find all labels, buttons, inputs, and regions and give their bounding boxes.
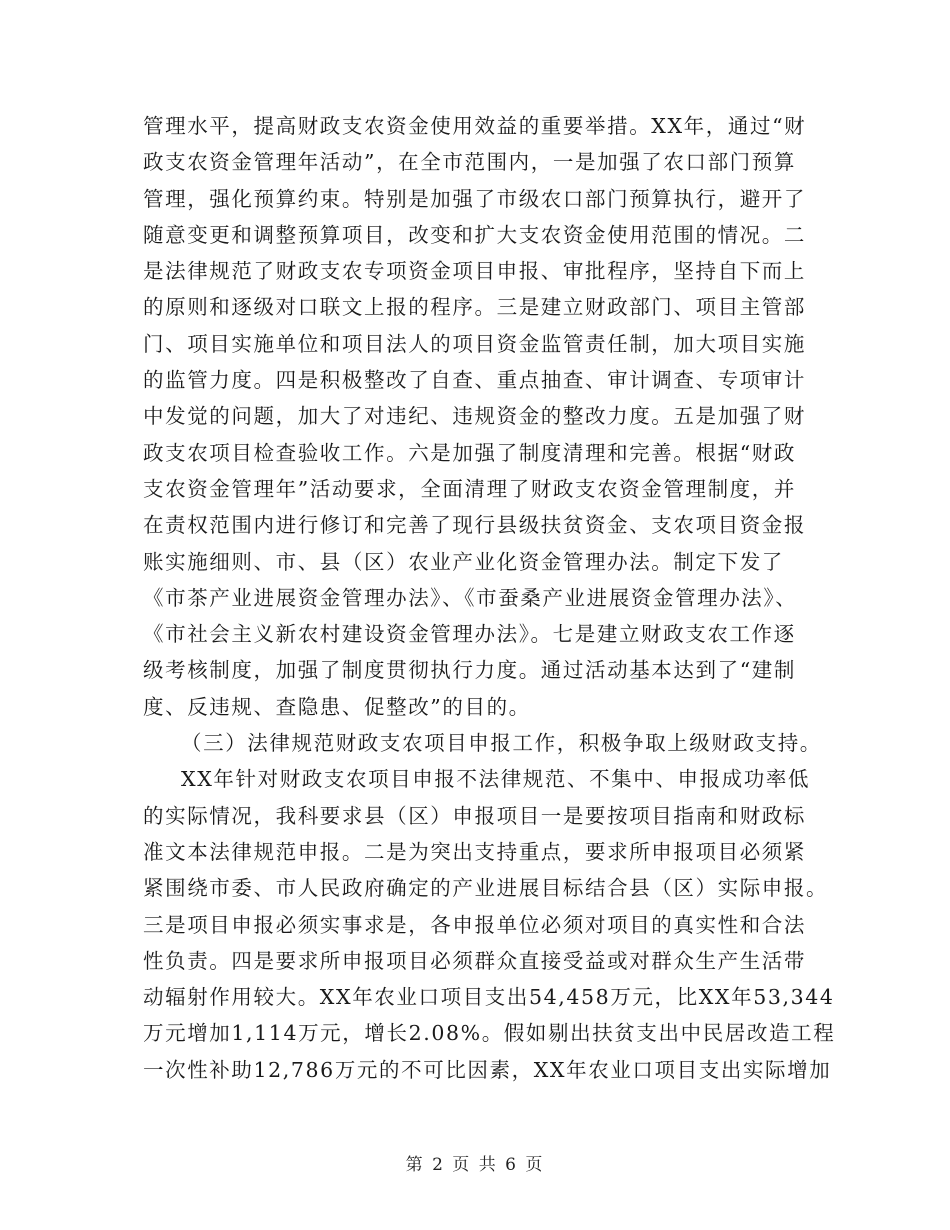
text-line: 紧围绕市委、市人民政府确定的产业进展目标结合县（区）实际申报。: [143, 876, 829, 901]
text-line: 一次性补助12,786万元的不可比因素，XX年农业口项目支出实际增加: [143, 1057, 832, 1082]
text-line: 随意变更和调整预算项目，改变和扩大支农资金使用范围的情况。二: [143, 222, 806, 247]
text-line: 管理水平，提高财政支农资金使用效益的重要举措。XX年，通过“财: [143, 114, 807, 138]
text-line: 度、反违规、查隐患、促整改”的目的。: [143, 694, 531, 719]
text-line: 性负责。四是要求所申报项目必须群众直接受益或对群众生产生活带: [143, 948, 806, 973]
body-text: [143, 108, 836, 1088]
text-line: 政支农资金管理年活动”，在全市范围内，一是加强了农口部门预算: [143, 150, 796, 175]
text-line: 的监管力度。四是积极整改了自查、重点抽查、审计调查、专项审计: [143, 368, 806, 393]
text-line: XX年针对财政支农项目申报不法律规范、不集中、申报成功率低: [181, 767, 811, 792]
text-line: 三是项目申报必须实事求是，各申报单位必须对项目的真实性和合法: [143, 912, 806, 937]
text-line: 在责权范围内进行修订和完善了现行县级扶贫资金、支农项目资金报: [143, 513, 806, 538]
text-line: 门、项目实施单位和项目法人的项目资金监管责任制，加大项目实施: [143, 331, 806, 356]
text-line: 中发觉的问题，加大了对违纪、违规资金的整改力度。五是加强了财: [143, 404, 806, 429]
page-number-footer: 第 2 页 共 6 页: [405, 1155, 545, 1175]
text-line: 账实施细则、市、县（区）农业产业化资金管理办法。制定下发了: [143, 549, 784, 574]
text-line: 级考核制度，加强了制度贯彻执行力度。通过活动基本达到了“建制: [143, 658, 796, 683]
text-line: 管理，强化预算约束。特别是加强了市级农口部门预算执行，避开了: [143, 186, 806, 211]
text-line: 政支农项目检查验收工作。六是加强了制度清理和完善。根据“财政: [143, 440, 796, 465]
text-line: 是法律规范了财政支农专项资金项目申报、审批程序，坚持自下而上: [143, 259, 806, 284]
text-line: 《市茶产业进展资金管理办法》、《市蚕桑产业进展资金管理办法》、: [143, 585, 798, 610]
text-line: 的实际情况，我科要求县（区）申报项目一是要按项目指南和财政标: [143, 803, 806, 828]
text-line: 的原则和逐级对口联文上报的程序。三是建立财政部门、项目主管部: [143, 295, 806, 320]
section-heading: （三）法律规范财政支农项目申报工作，积极争取上级财政支持。: [181, 731, 822, 756]
text-line: 支农资金管理年”活动要求，全面清理了财政支农资金管理制度，并: [143, 476, 796, 501]
text-line: 《市社会主义新农村建设资金管理办法》。七是建立财政支农工作逐: [143, 622, 796, 647]
text-line: 准文本法律规范申报。二是为突出支持重点，要求所申报项目必须紧: [143, 839, 806, 864]
text-line: 动辐射作用较大。XX年农业口项目支出54,458万元，比XX年53,344: [143, 985, 835, 1010]
text-line: 万元增加1,114万元，增长2.08%。假如剔出扶贫支出中民居改造工程: [143, 1021, 836, 1046]
